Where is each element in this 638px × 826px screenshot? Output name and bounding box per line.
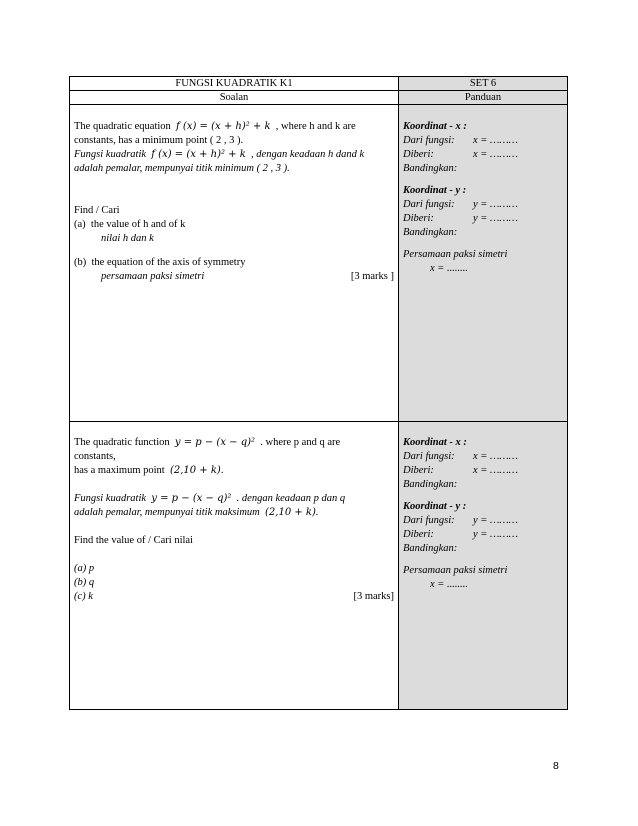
guide2-y-given: Diberi: y = ……… <box>403 529 519 540</box>
q2-line3: has a maximum point (2,10 + k). <box>74 465 224 476</box>
guide2-axis: Persamaan paksi simetri <box>403 565 508 576</box>
q1-bm-line1: Fungsi kuadratik f (x) = (x + h)² + k , dengan keadaan h dand k <box>74 149 365 160</box>
guide1-y-title: Koordinat - y : <box>403 185 467 196</box>
guide2-x-given: Diberi: x = ……… <box>403 465 519 476</box>
q2-marks: [3 marks] <box>353 591 394 602</box>
q1-part-a-bm: nilai h dan k <box>101 233 154 244</box>
guide2-axis-value: x = ........ <box>430 579 468 590</box>
set-label: SET 6 <box>469 78 497 89</box>
soalan-header: Soalan <box>219 92 249 103</box>
panduan-header: Panduan <box>464 92 502 103</box>
q1-find: Find / Cari <box>74 205 120 216</box>
q1-part-b: (b) the equation of the axis of symmetry <box>74 257 246 268</box>
q1-line1: The quadratic equation f (x) = (x + h)² + k , where h and k are <box>74 121 356 132</box>
guide-2 <box>399 436 567 592</box>
worksheet-title: FUNGSI KUADRATIK K1 <box>175 78 293 89</box>
q2-line2: constants, <box>74 451 116 462</box>
q2-line1: The quadratic function y = p − (x − q)² . where p and q are <box>74 437 341 448</box>
guide2-y-title: Koordinat - y : <box>403 501 467 512</box>
guide1-x-given: Diberi: x = ……… <box>403 149 519 160</box>
q2-find: Find the value of / Cari nilai <box>74 535 193 546</box>
q1-marks: [3 marks ] <box>350 271 394 282</box>
soalan-header-cell <box>69 90 399 105</box>
guide1-y-given: Diberi: y = ……… <box>403 213 519 224</box>
set-cell <box>398 76 568 91</box>
guide1-axis: Persamaan paksi simetri <box>403 249 508 260</box>
guide1-x-title: Koordinat - x : <box>403 121 467 132</box>
q1-line2: constants, has a minimum point ( 2 , 3 ). <box>74 135 244 146</box>
guide2-y-compare: Bandingkan: <box>403 543 458 554</box>
q1-part-a: (a) the value of h and of k <box>74 219 186 230</box>
guide2-x-compare: Bandingkan: <box>403 479 458 490</box>
q2-part-c: (c) k [3 marks] <box>74 591 394 602</box>
panduan-header-cell <box>398 90 568 105</box>
page-number: 8 <box>553 760 559 772</box>
q2-part-a: (a) p <box>74 563 95 574</box>
guide2-x-title: Koordinat - x : <box>403 437 467 448</box>
guide2-x-from: Dari fungsi: x = ……… <box>403 451 519 462</box>
q2-bm-line1: Fungsi kuadratik y = p − (x − q)² . dengan keadaan p dan q <box>74 493 346 504</box>
guide1-y-compare: Bandingkan: <box>403 227 458 238</box>
guide1-y-from: Dari fungsi: y = ……… <box>403 199 519 210</box>
guide1-x-compare: Bandingkan: <box>403 163 458 174</box>
question-2 <box>70 436 398 604</box>
question-1 <box>70 120 398 284</box>
q1-equation: f (x) = (x + h)² + k <box>176 121 271 132</box>
worksheet-table <box>69 76 568 710</box>
guide-1 <box>399 120 567 276</box>
guide1-axis-value: x = ........ <box>430 263 468 274</box>
guide1-x-from: Dari fungsi: x = ……… <box>403 135 519 146</box>
q2-bm-line2: adalah pemalar, mempunyai titik maksimum (2,10 + k). <box>74 507 319 518</box>
title-cell <box>69 76 399 91</box>
q2-part-b: (b) q <box>74 577 95 588</box>
guide2-y-from: Dari fungsi: y = ……… <box>403 515 519 526</box>
q2-equation: y = p − (x − q)² <box>174 437 256 448</box>
q1-bm-line2: adalah pemalar, mempunyai titik minimum ( 2 , 3 ). <box>74 163 290 174</box>
q1-part-b-bm: persamaan paksi simetri [3 marks ] <box>101 271 394 282</box>
